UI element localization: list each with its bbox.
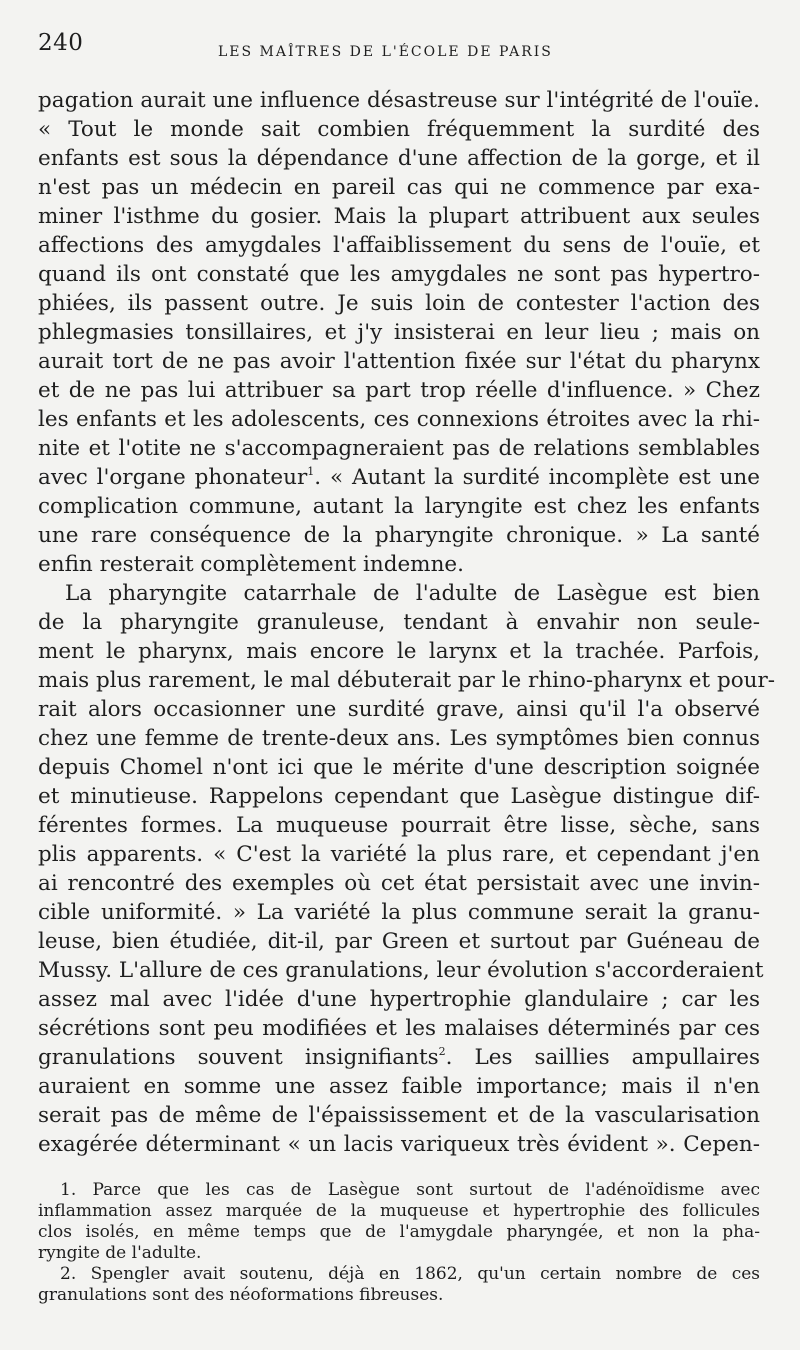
text-line: assez mal avec l'idée d'une hypertrophie glandulaire ; car les (38, 987, 760, 1012)
running-head: LES MAÎTRES DE L'ÉCOLE DE PARIS (218, 44, 553, 60)
text-line: enfants est sous la dépendance d'une affection de la gorge, et il (38, 146, 760, 171)
text-line: et minutieuse. Rappelons cependant que Lasègue distingue dif- (38, 784, 760, 809)
text-line: serait pas de même de l'épaississement et de la vascularisation (38, 1103, 760, 1128)
text-line: « Tout le monde sait combien fréquemment la surdité des (38, 117, 760, 142)
text-line: une rare conséquence de la pharyngite chronique. » La santé (38, 523, 760, 548)
text-line: nite et l'otite ne s'accompagneraient pas de relations semblables (38, 436, 760, 461)
text-line: phlegmasies tonsillaires, et j'y insisterai en leur lieu ; mais on (38, 320, 760, 345)
text-line: quand ils ont constaté que les amygdales ne sont pas hypertro- (38, 262, 760, 287)
text-line: férentes formes. La muqueuse pourrait être lisse, sèche, sans (38, 813, 760, 838)
text-line-end: . « Autant la surdité incomplète est une (314, 465, 761, 490)
text-line: affections des amygdales l'affaiblissement du sens de l'ouïe, et (38, 233, 760, 258)
page-number: 240 (38, 30, 84, 56)
text-line: rait alors occasionner une surdité grave, ainsi qu'il l'a observé (38, 697, 760, 722)
text-line: leuse, bien étudiée, dit-il, par Green et surtout par Guéneau de (38, 929, 760, 954)
text-line: n'est pas un médecin en pareil cas qui ne commence par exa- (38, 175, 760, 200)
text-line: aurait tort de ne pas avoir l'attention fixée sur l'état du pharynx (38, 349, 760, 374)
text-line: enfin resterait complètement indemne. (38, 552, 464, 577)
footnote-line: ryngite de l'adulte. (38, 1243, 202, 1263)
text-line: chez une femme de trente-deux ans. Les symptômes bien connus (38, 726, 760, 751)
footnote-line: granulations sont des néoformations fibreuses. (38, 1285, 444, 1305)
text-line-start: granulations souvent insignifiants (38, 1045, 439, 1070)
text-line: mais plus rarement, le mal débuterait par le rhino-pharynx et pour- (38, 668, 776, 693)
text-line: miner l'isthme du gosier. Mais la plupart attribuent aux seules (38, 204, 760, 229)
footnotes (38, 1180, 760, 1306)
footnote-line: 2. Spengler avait soutenu, déjà en 1862, qu'un certain nombre de ces (60, 1264, 760, 1284)
footnote-ref: 1 (307, 465, 315, 478)
footnote-line: clos isolés, en même temps que de l'amygdale pharyngée, et non la pha- (38, 1222, 760, 1242)
page-header (38, 30, 764, 64)
footnote-2 (38, 1264, 760, 1306)
text-line: sécrétions sont peu modifiées et les malaises déterminés par ces (38, 1016, 760, 1041)
footnote-line: inflammation assez marquée de la muqueuse et hypertrophie des follicules (38, 1201, 760, 1221)
text-line: les enfants et les adolescents, ces connexions étroites avec la rhi- (38, 407, 760, 432)
text-line: phiées, ils passent outre. Je suis loin de contester l'action des (38, 291, 760, 316)
body-text (38, 86, 776, 1159)
text-line (38, 463, 760, 492)
text-line: complication commune, autant la laryngite est chez les enfants (38, 494, 760, 519)
text-line (38, 1043, 760, 1072)
text-line: plis apparents. « C'est la variété la plus rare, et cependant j'en (38, 842, 760, 867)
text-line: pagation aurait une influence désastreuse sur l'intégrité de l'ouïe. (38, 88, 760, 113)
text-line: et de ne pas lui attribuer sa part trop réelle d'influence. » Chez (38, 378, 760, 403)
footnote-1 (38, 1180, 760, 1264)
text-line: Mussy. L'allure de ces granulations, leur évolution s'accorderaient (38, 958, 764, 983)
footnote-ref: 2 (438, 1045, 446, 1058)
text-line-start: avec l'organe phonateur (38, 465, 308, 490)
text-line: cible uniformité. » La variété la plus commune serait la granu- (38, 900, 760, 925)
text-line: depuis Chomel n'ont ici que le mérite d'une description soignée (38, 755, 760, 780)
text-line: ai rencontré des exemples où cet état persistait avec une invin- (38, 871, 760, 896)
text-line: de la pharyngite granuleuse, tendant à envahir non seule- (38, 610, 760, 635)
text-line: auraient en somme une assez faible importance; mais il n'en (38, 1074, 760, 1099)
text-line: exagérée déterminant « un lacis variqueux très évident ». Cepen- (38, 1132, 760, 1157)
text-line-end: . Les saillies ampullaires (445, 1045, 760, 1070)
text-line: La pharyngite catarrhale de l'adulte de Lasègue est bien (65, 581, 760, 606)
text-line: ment le pharynx, mais encore le larynx et la trachée. Parfois, (38, 639, 760, 664)
footnote-line: 1. Parce que les cas de Lasègue sont surtout de l'adénoïdisme avec (60, 1180, 760, 1200)
